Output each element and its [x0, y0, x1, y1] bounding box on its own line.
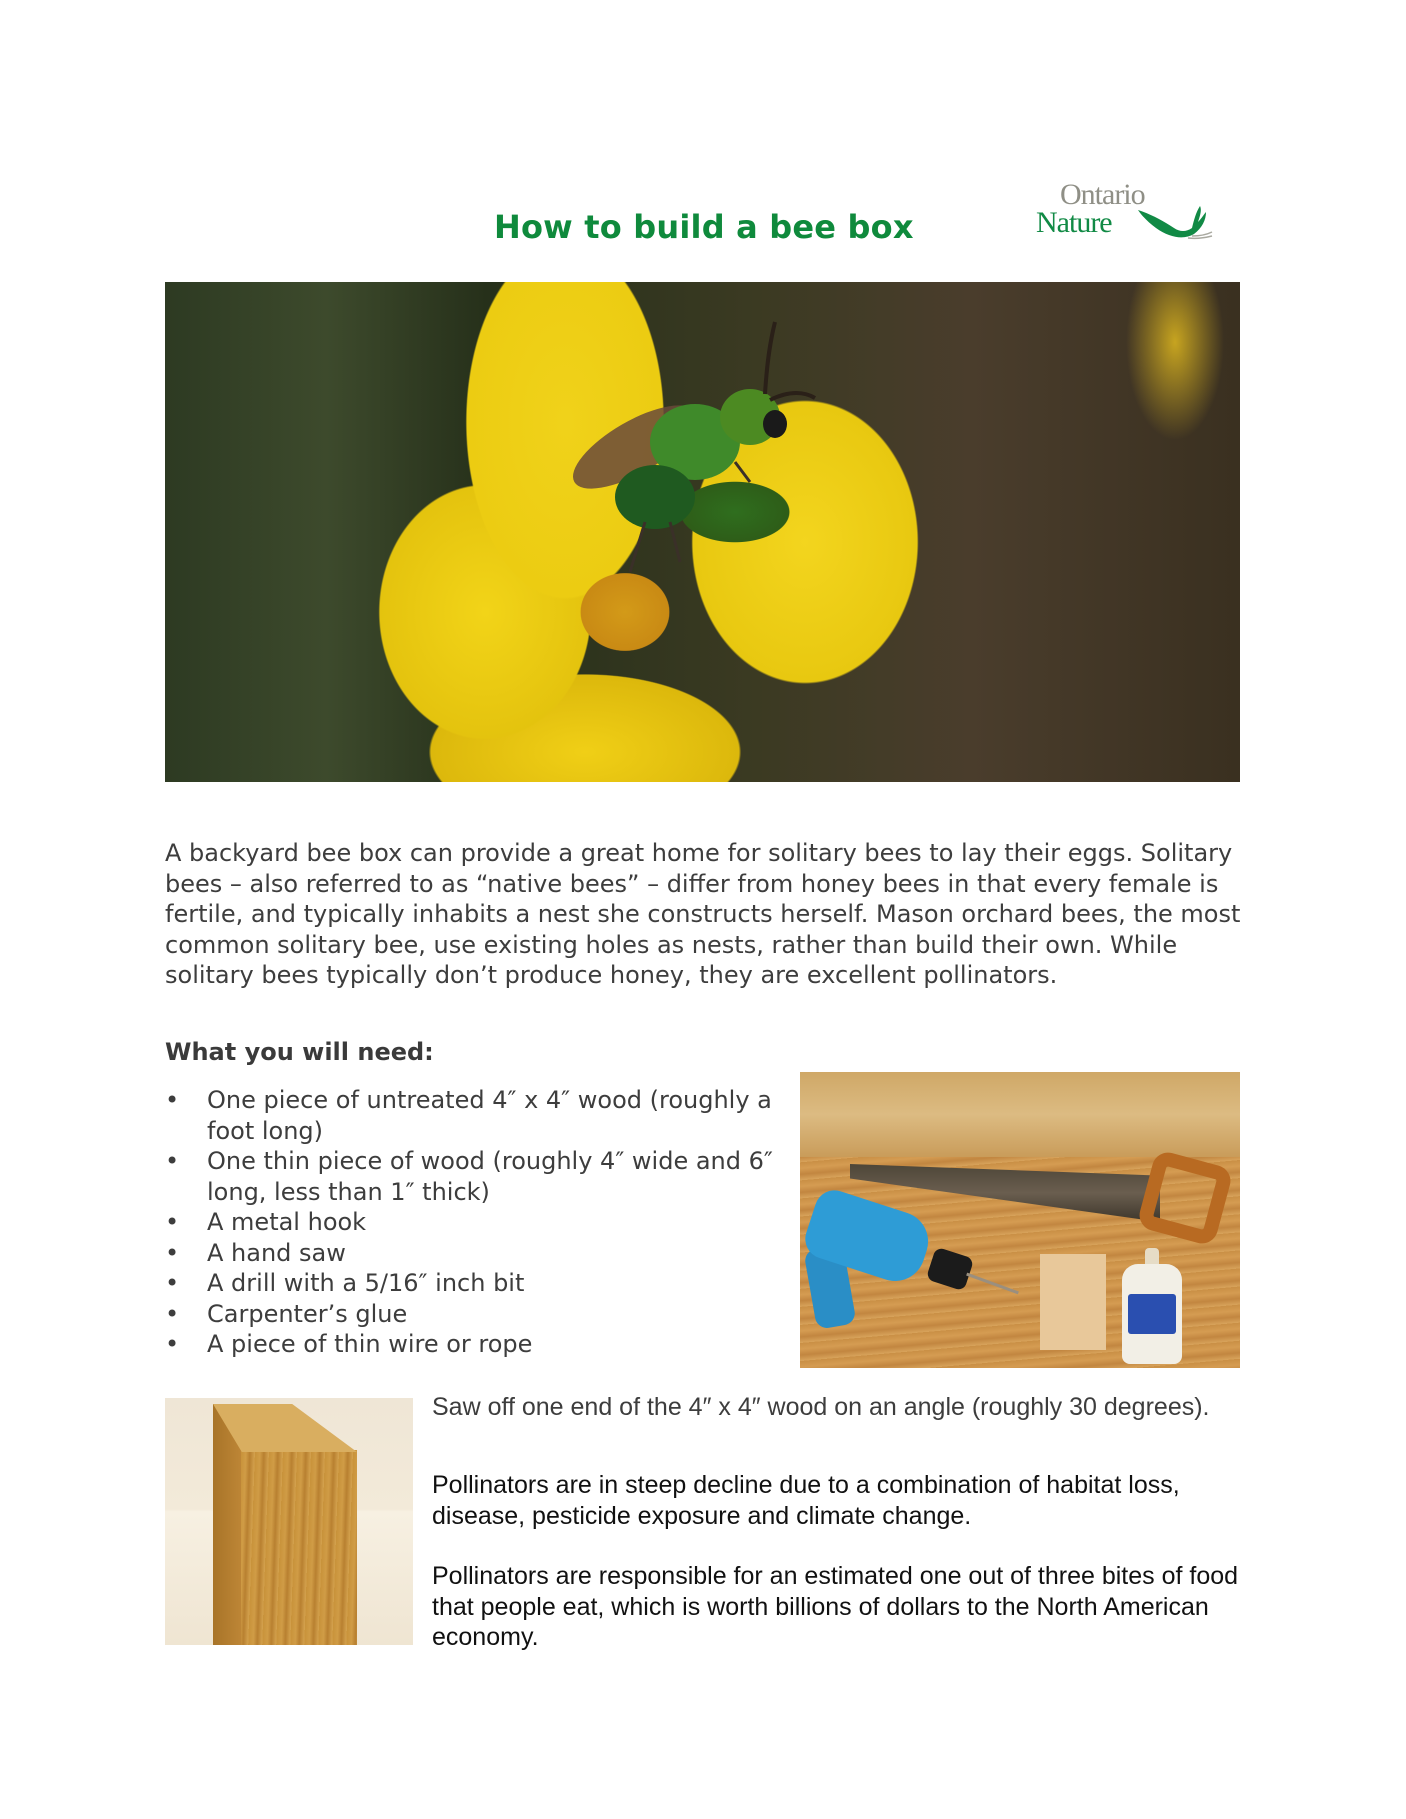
- step-saw-instruction: Saw off one end of the 4″ x 4″ wood on an angle (roughly 30 degrees).: [432, 1393, 1210, 1421]
- list-item-text: A drill with a 5/16″ inch bit: [207, 1269, 525, 1297]
- bullet-icon: •: [165, 1086, 180, 1114]
- wood-beam-shape: [800, 1072, 1240, 1157]
- saw-handle-shape: [1136, 1149, 1234, 1247]
- logo-text-nature: Nature: [1036, 206, 1112, 239]
- list-item: [165, 1207, 785, 1238]
- bullet-icon: •: [165, 1147, 180, 1175]
- list-item: [165, 1329, 785, 1360]
- bullet-icon: •: [165, 1208, 180, 1236]
- fact-food: Pollinators are responsible for an estimated one out of three bites of food that people eat, which is worth billions of dollars to the North American economy.: [432, 1562, 1239, 1651]
- ontario-nature-logo: [1036, 180, 1216, 246]
- bullet-icon: •: [165, 1330, 180, 1358]
- page-title: How to build a bee box: [494, 208, 914, 246]
- bullet-icon: •: [165, 1269, 180, 1297]
- list-item-text: A metal hook: [207, 1208, 367, 1236]
- loon-icon: [1136, 202, 1214, 242]
- block-front-shape: [241, 1450, 357, 1645]
- bee-icon: [165, 282, 1240, 782]
- list-item: [165, 1299, 785, 1330]
- list-item-text: A piece of thin wire or rope: [207, 1330, 533, 1358]
- fact-decline: Pollinators are in steep decline due to a combination of habitat loss, disease, pesticide exposure and climate change.: [432, 1471, 1180, 1530]
- intro-paragraph: A backyard bee box can provide a great home for solitary bees to lay their eggs. Solitary bees – also referred to as “native bees” – differ from honey bees in that every female is fertile, and typically inhabits a nest she constructs herself. Mason orchard bees, the most common solitary bee, use existing holes as nests, rather than build their own. While solitary bees typically don’t produce honey, they are excellent pollinators.: [165, 839, 1241, 989]
- thin-wood-shape: [1040, 1254, 1106, 1350]
- logo-text-ontario: Ontario: [1060, 178, 1145, 211]
- list-item-text: Carpenter’s glue: [207, 1299, 408, 1328]
- hero-photo-bee-on-flower: [165, 282, 1240, 782]
- tools-photo: [800, 1072, 1240, 1368]
- drill-chuck-shape: [926, 1247, 975, 1292]
- bullet-icon: •: [165, 1238, 180, 1267]
- drill-bit-shape: [966, 1273, 1019, 1295]
- list-item: [165, 1146, 785, 1207]
- list-item: [165, 1085, 785, 1146]
- materials-list: [165, 1085, 785, 1360]
- list-item-text: One thin piece of wood (roughly 4″ wide and 6″ long, less than 1″ thick): [207, 1147, 773, 1206]
- glue-label-shape: [1128, 1294, 1176, 1334]
- list-item: [165, 1268, 785, 1299]
- needs-heading: What you will need:: [165, 1038, 434, 1066]
- list-item: [165, 1238, 785, 1269]
- list-item-text: A hand saw: [207, 1238, 346, 1267]
- list-item-text: One piece of untreated 4″ x 4″ wood (roughly a foot long): [207, 1086, 772, 1145]
- bullet-icon: •: [165, 1299, 180, 1328]
- wood-block-photo: [165, 1398, 413, 1645]
